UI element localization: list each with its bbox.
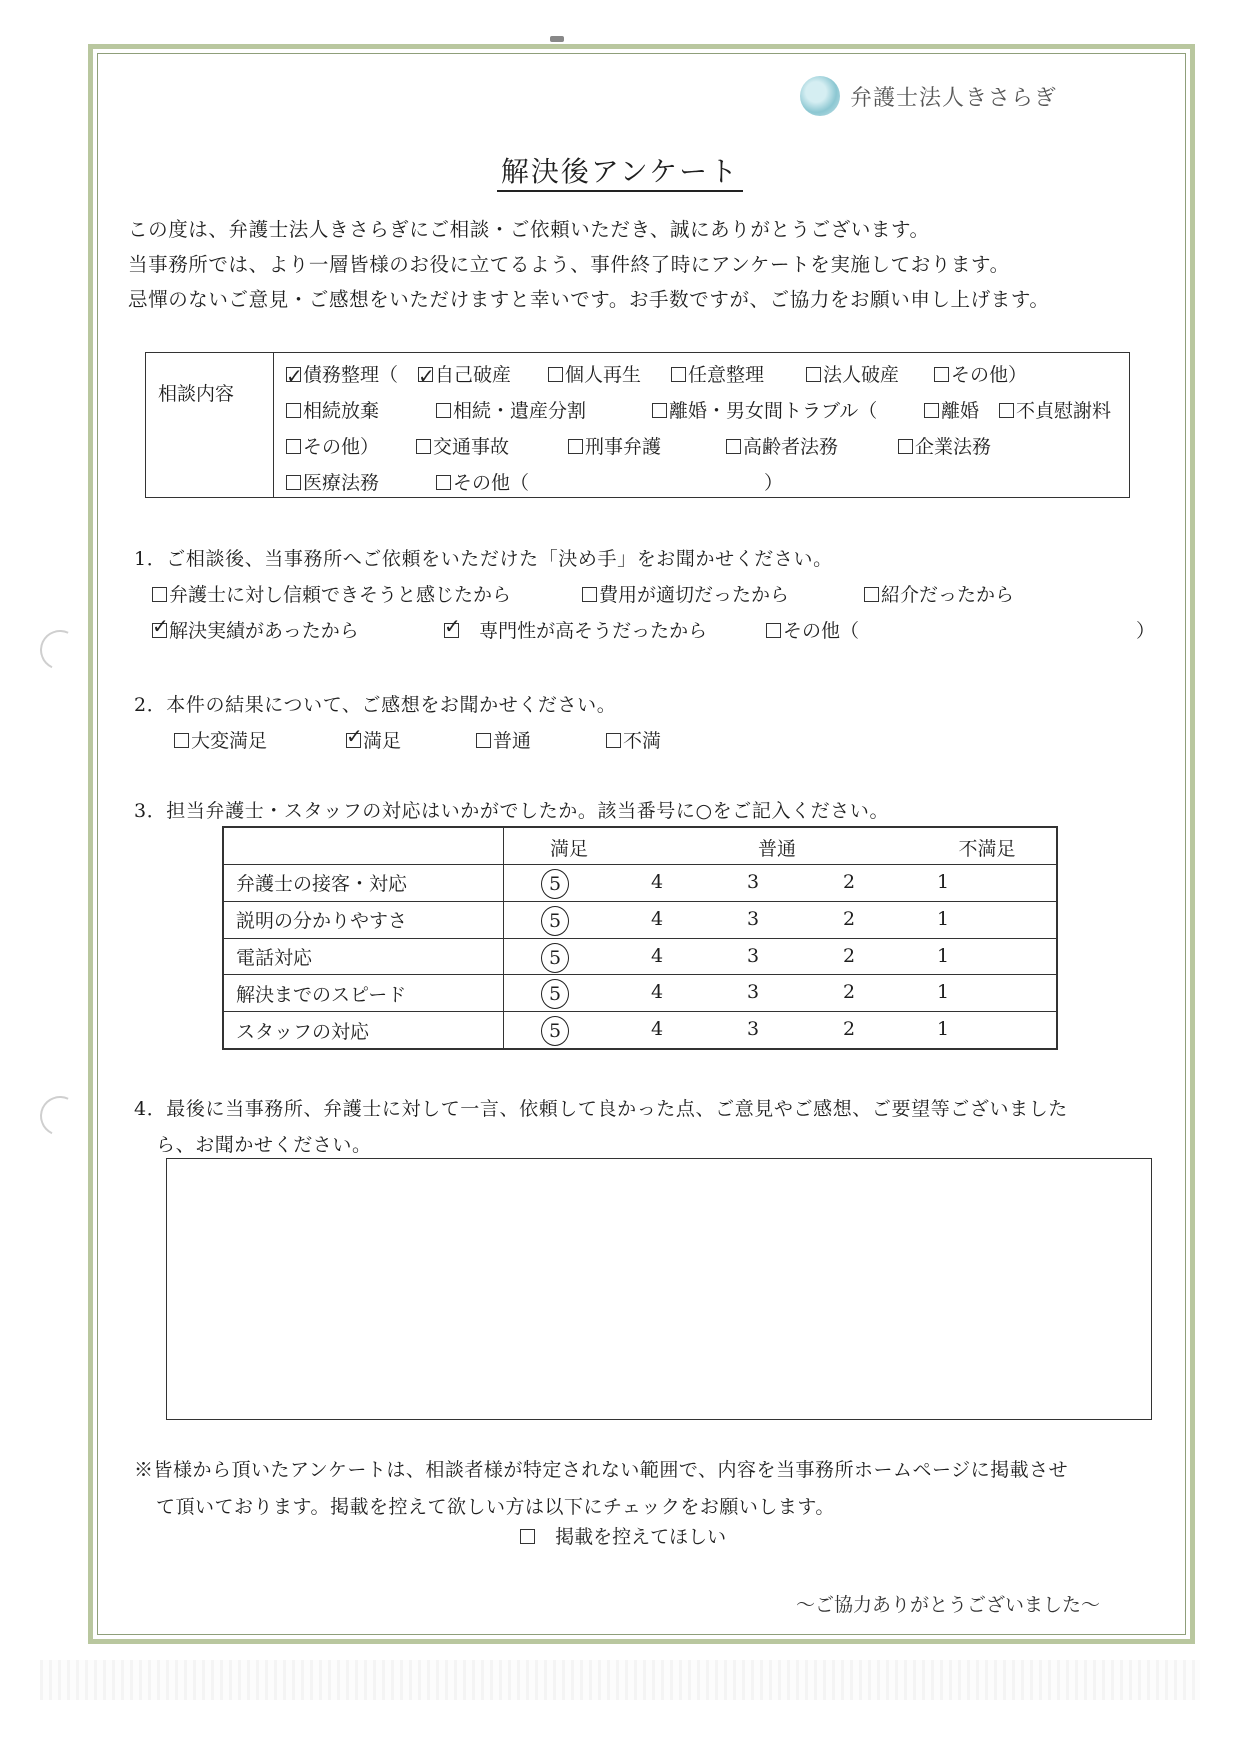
option-label: 弁護士に対し信頼できそうと感じたから [169, 584, 512, 606]
option-label: 相続放棄 [303, 400, 380, 422]
checkbox[interactable] [568, 439, 583, 454]
decline-label: 掲載を控えてほしい [555, 1526, 727, 1548]
rating-row [224, 901, 1057, 938]
checkbox[interactable] [346, 733, 361, 748]
option-label: 法人破産 [823, 364, 900, 386]
option-label: 離婚・男女間トラブル（ [669, 400, 878, 422]
rating-scale [504, 938, 1057, 975]
rating-option-2[interactable]: 2 [842, 981, 856, 1004]
rating-option-4[interactable]: 4 [650, 907, 664, 930]
q2-title: 2．本件の結果について、ご感想をお聞かせください。 [134, 694, 617, 716]
rating-header-row [224, 828, 1057, 865]
option-label: 離婚 [941, 400, 980, 422]
checkbox[interactable] [416, 439, 431, 454]
checkbox[interactable] [286, 475, 301, 490]
option-label: その他） [303, 436, 380, 458]
rating-option-1[interactable]: 1 [936, 981, 950, 1004]
rating-option-3[interactable]: 3 [746, 981, 760, 1004]
option-label: 医療法務 [303, 472, 380, 494]
checkbox[interactable] [444, 623, 459, 638]
rating-option-3[interactable]: 3 [746, 907, 760, 930]
checkbox[interactable] [418, 367, 433, 382]
rating-option-1[interactable]: 1 [936, 871, 950, 893]
intro-text [128, 212, 1049, 317]
checkbox[interactable] [671, 367, 686, 382]
q4-title-line2: ら、お聞かせください。 [156, 1134, 372, 1156]
punch-hole-mark [34, 1090, 85, 1141]
checkbox[interactable] [476, 733, 491, 748]
q1-other-close: ） [1136, 620, 1156, 642]
intro-line: 忌憚のないご意見・ご感想をいただけますと幸いです。お手数ですが、ご協力をお願い申し上げます。 [128, 288, 1050, 311]
rating-option-4[interactable]: 4 [650, 871, 664, 893]
option-label: 自己破産 [435, 364, 512, 386]
rating-option-2[interactable]: 2 [842, 1018, 856, 1041]
other-close-paren: ） [764, 472, 784, 494]
rating-option-5[interactable] [540, 908, 570, 936]
rating-option-1[interactable]: 1 [936, 907, 950, 930]
rating-option-5[interactable] [540, 945, 570, 973]
q2-option [346, 726, 401, 753]
intro-line: この度は、弁護士法人きさらぎにご相談・ご依頼いただき、誠にありがとうございます。 [128, 218, 930, 241]
rating-scale [504, 975, 1057, 1012]
checkbox[interactable] [726, 439, 741, 454]
option-label: 不貞慰謝料 [1016, 400, 1112, 422]
selected-circle: 5 [541, 906, 569, 936]
rating-option-5[interactable] [540, 1018, 570, 1046]
option-label: 普通 [493, 730, 532, 752]
selected-circle: 5 [541, 1016, 569, 1046]
rating-scale [504, 1012, 1057, 1049]
checkbox[interactable] [152, 587, 167, 602]
checkbox[interactable] [174, 733, 189, 748]
option-label: 解決実績があったから [169, 620, 359, 642]
q1-option [152, 616, 359, 643]
punch-hole-mark [34, 624, 85, 675]
flower-logo-icon [800, 76, 840, 116]
rating-option-3[interactable]: 3 [746, 1018, 760, 1041]
rating-option-2[interactable]: 2 [842, 944, 856, 967]
option-label: 紹介だったから [881, 584, 1015, 606]
q1-title: 1．ご相談後、当事務所へご依頼をいただけた「決め手」をお聞かせください。 [134, 548, 833, 570]
thank-you-text: ～ご協力ありがとうございました～ [796, 1594, 1101, 1616]
note-line: ※皆様から頂いたアンケートは、相談者様が特定されない範囲で、内容を当事務所ホームページに掲載させ [134, 1459, 1069, 1481]
comment-textarea[interactable] [166, 1158, 1152, 1420]
option-label: 大変満足 [191, 730, 268, 752]
checkbox[interactable] [652, 403, 667, 418]
firm-name: 弁護士法人きさらぎ [850, 85, 1058, 111]
option-label: 高齢者法務 [743, 436, 839, 458]
checkbox[interactable] [436, 475, 451, 490]
checkbox[interactable] [806, 367, 821, 382]
checkbox[interactable] [286, 367, 301, 382]
rating-option-3[interactable]: 3 [746, 871, 760, 893]
selected-circle: 5 [541, 869, 569, 899]
decline-checkbox[interactable] [520, 1529, 535, 1544]
rating-option-4[interactable]: 4 [650, 944, 664, 967]
intro-line: 当事務所では、より一層皆様のお役に立てるよう、事件終了時にアンケートを実施しております。 [128, 253, 1010, 276]
rating-row-label: スタッフの対応 [224, 1012, 504, 1049]
header-unsatisfied: 不満足 [958, 838, 1016, 860]
checkbox[interactable] [286, 403, 301, 418]
rating-scale [504, 865, 1057, 902]
rating-table [222, 826, 1058, 1050]
option-label: 企業法務 [915, 436, 992, 458]
consultation-label: 相談内容 [146, 353, 274, 497]
rating-option-4[interactable]: 4 [650, 1018, 664, 1041]
selected-circle: 5 [541, 943, 569, 973]
q2-option [174, 726, 267, 753]
publication-note [134, 1452, 1068, 1526]
decline-publication [520, 1522, 726, 1549]
rating-option-3[interactable]: 3 [746, 944, 760, 967]
rating-option-2[interactable]: 2 [842, 907, 856, 930]
scan-bleed [40, 1660, 1200, 1700]
checkbox[interactable] [582, 587, 597, 602]
rating-option-2[interactable]: 2 [842, 871, 856, 893]
checkbox[interactable] [934, 367, 949, 382]
option-label: その他） [951, 364, 1028, 386]
checkbox[interactable] [548, 367, 563, 382]
option-label: 相続・遺産分割 [453, 400, 587, 422]
q2-option [476, 726, 531, 753]
q1-option [766, 616, 859, 643]
option-label: 交通事故 [433, 436, 510, 458]
option-label: その他（ [783, 620, 860, 642]
q4-title-line1: 4．最後に当事務所、弁護士に対して一言、依頼して良かった点、ご意見やご感想、ご要望等ございました [134, 1098, 1068, 1120]
option-label: 個人再生 [565, 364, 642, 386]
checkbox[interactable] [766, 623, 781, 638]
option-label: 刑事弁護 [585, 436, 662, 458]
checkbox[interactable] [286, 439, 301, 454]
rating-option-1[interactable]: 1 [936, 944, 950, 967]
q1-option [582, 580, 789, 607]
rating-header-cells [504, 828, 1057, 865]
note-line: て頂いております。掲載を控えて欲しい方は以下にチェックをお願いします。 [156, 1496, 835, 1518]
checkbox[interactable] [864, 587, 879, 602]
rating-option-5[interactable] [540, 981, 570, 1009]
rating-option-5[interactable] [540, 871, 570, 899]
rating-scale [504, 901, 1057, 938]
selected-circle: 5 [541, 979, 569, 1009]
page-title [0, 150, 1240, 190]
checkbox[interactable] [898, 439, 913, 454]
rating-row-label: 弁護士の接客・対応 [224, 865, 504, 902]
rating-row [224, 865, 1057, 902]
option-label: 満足 [363, 730, 402, 752]
q1-option [152, 580, 511, 607]
option-label: その他（ [453, 472, 530, 494]
checkbox[interactable] [999, 403, 1014, 418]
option-label: 専門性が高そうだったから [479, 620, 708, 642]
q1-option [444, 616, 707, 643]
header-neutral: 普通 [757, 838, 796, 860]
rating-row [224, 975, 1057, 1012]
option-label: 費用が適切だったから [599, 584, 790, 606]
scan-artifact [550, 36, 564, 42]
q3-title: 3．担当弁護士・スタッフの対応はいかがでしたか。該当番号に○をご記入ください。 [134, 800, 890, 822]
checkbox[interactable] [606, 733, 621, 748]
rating-row [224, 938, 1057, 975]
consultation-type-box [145, 352, 1130, 498]
rating-row-label: 解決までのスピード [224, 975, 504, 1012]
page-title-text: 解決後アンケート [497, 155, 743, 192]
rating-option-1[interactable]: 1 [936, 1018, 950, 1041]
rating-row-label: 電話対応 [224, 938, 504, 975]
checkbox[interactable] [924, 403, 939, 418]
rating-option-4[interactable]: 4 [650, 981, 664, 1004]
rating-header-blank [224, 828, 504, 865]
option-label: 債務整理（ [303, 364, 399, 386]
checkbox[interactable] [152, 623, 167, 638]
q1-option [864, 580, 1014, 607]
rating-row-label: 説明の分かりやすさ [224, 901, 504, 938]
option-label: 任意整理 [688, 364, 765, 386]
firm-logo [800, 76, 1057, 116]
rating-row [224, 1012, 1057, 1049]
checkbox[interactable] [436, 403, 451, 418]
header-satisfied: 満足 [549, 838, 588, 860]
option-label: 不満 [623, 730, 662, 752]
q2-option [606, 726, 661, 753]
